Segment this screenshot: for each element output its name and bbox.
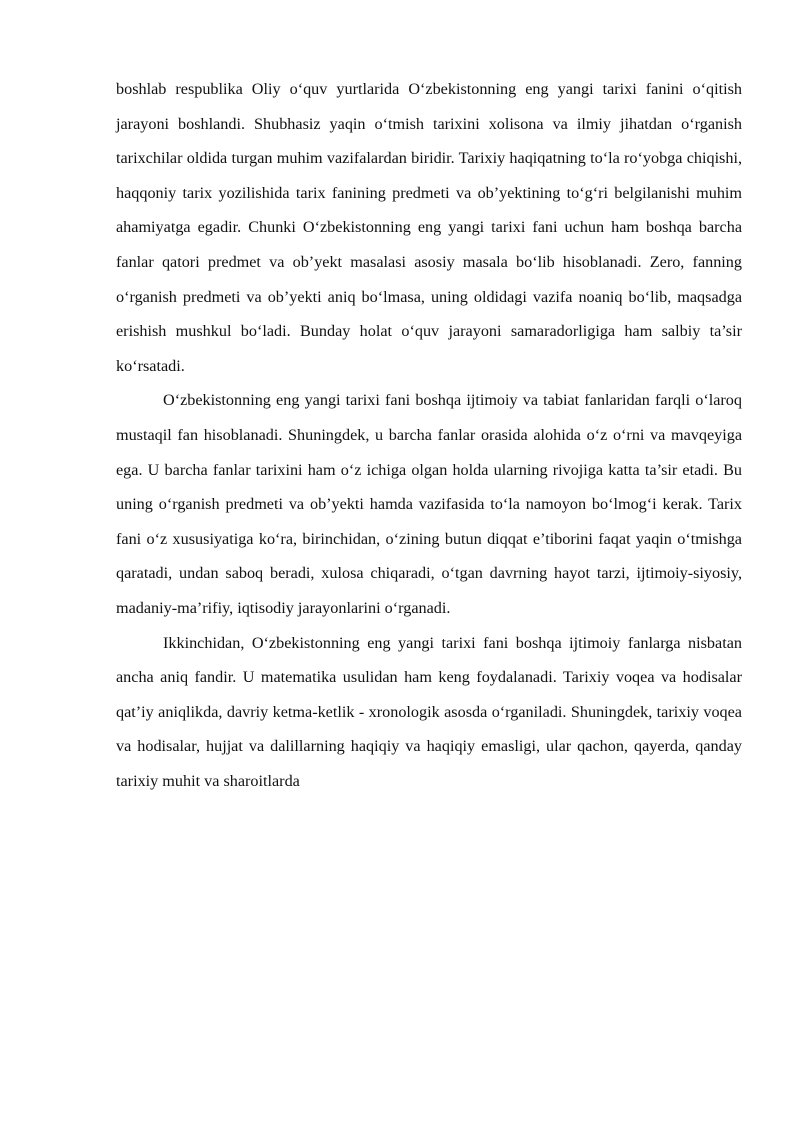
paragraph-continuation: boshlab respublika Oliy o‘quv yurtlarida O‘zbekistonning eng yangi tarixi fanini o‘qitish jarayoni boshlandi. Shubhasiz yaqin o‘tmish tarixini xolisona va ilmiy jihatdan o‘rganish tarixchilar oldida turgan muhim vazifalardan biridir. Tarixiy haqiqatning to‘la ro‘yobga chiqishi, haqqoniy tarix yozilishida tarix fanining predmeti va ob’yektining to‘g‘ri belgilanishi muhim ahamiyatga egadir. Chunki O‘zbekistonning eng yangi tarixi fani uchun ham boshqa barcha fanlar qatori predmet va ob’yekt masalasi asosiy masala bo‘lib hisoblanadi. Zero, fanning o‘rganish predmeti va ob’yekti aniq bo‘lmasa, uning oldidagi vazifa noaniq bo‘lib, maqsadga erishish mushkul bo‘ladi. Bunday holat o‘quv jarayoni samaradorligiga ham salbiy ta’sir ko‘rsatadi. [116, 80, 742, 375]
paragraph-subject-independence: O‘zbekistonning eng yangi tarixi fani boshqa ijtimoiy va tabiat fanlaridan farqli o‘laroq mustaqil fan hisoblanadi. Shuningdek, u barcha fanlar orasida alohida o‘z o‘rni va mavqeyiga ega. U barcha fanlar tarixini ham o‘z ichiga olgan holda ularning rivojiga katta ta’sir etadi. Bu uning o‘rganish predmeti va ob’yekti hamda vazifasida to‘la namoyon bo‘lmog‘i kerak. Tarix fani o‘z xususiyatiga ko‘ra, birinchidan, o‘zining butun diqqat e’tiborini faqat yaqin o‘tmishga qaratadi, undan saboq beradi, xulosa chiqaradi, o‘tgan davrning hayot tarzi, ijtimoiy-siyosiy, madaniy-ma’rifiy, iqtisodiy jarayonlarini o‘rganadi. [116, 391, 742, 617]
document-page [116, 72, 742, 798]
paragraph-second-feature: Ikkinchidan, O‘zbekistonning eng yangi tarixi fani boshqa ijtimoiy fanlarga nisbatan ancha aniq fandir. U matematika usulidan ham keng foydalanadi. Tarixiy voqea va hodisalar qat’iy aniqlikda, davriy ketma-ketlik - xronologik asosda o‘rganiladi. Shuningdek, tarixiy voqea va hodisalar, hujjat va dalillarning haqiqiy va haqiqiy emasligi, ular qachon, qayerda, qanday tarixiy muhit va sharoitlarda [116, 633, 742, 790]
